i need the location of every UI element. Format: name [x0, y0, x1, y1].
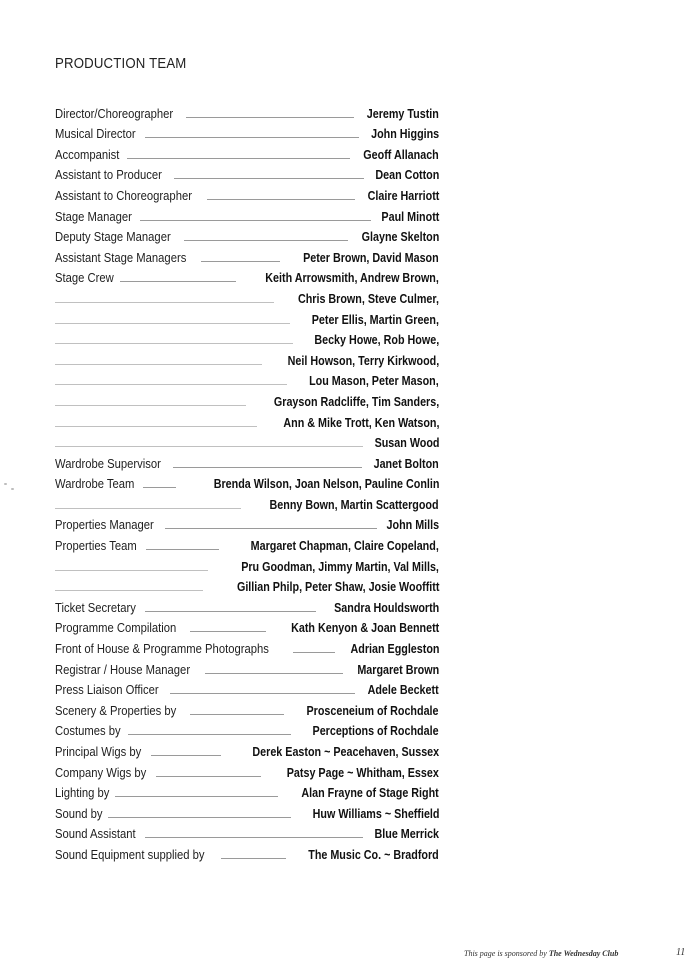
- credit-name: Adele Beckett: [367, 683, 439, 698]
- dot-leader: [55, 570, 208, 571]
- dot-leader: [55, 302, 274, 303]
- credit-name: Lou Mason, Peter Mason,: [309, 374, 439, 389]
- credit-row: [55, 327, 439, 348]
- credit-name: Huw Williams ~ Sheffield: [312, 806, 439, 821]
- dot-leader: [190, 631, 266, 632]
- dot-leader: [108, 817, 291, 818]
- credit-row: [55, 532, 439, 553]
- credit-name: Glayne Skelton: [361, 230, 439, 245]
- credit-role: Deputy Stage Manager: [55, 230, 171, 245]
- credit-name: Pru Goodman, Jimmy Martin, Val Mills,: [241, 559, 439, 574]
- credit-name: Paul Minott: [381, 209, 439, 224]
- credit-role: Principal Wigs by: [55, 745, 142, 759]
- credit-row: [55, 800, 439, 821]
- credit-row: [55, 285, 439, 306]
- page-title: PRODUCTION TEAM: [55, 55, 187, 72]
- dot-leader: [145, 611, 316, 612]
- credit-name: Claire Harriott: [367, 188, 439, 203]
- credit-role: Accompanist: [55, 147, 120, 162]
- credit-row: [55, 141, 439, 162]
- credit-name: Derek Easton ~ Peacehaven, Sussex: [252, 745, 439, 759]
- credit-row: [55, 635, 439, 656]
- dot-leader: [140, 220, 370, 221]
- dot-leader: [186, 117, 354, 118]
- dot-leader: [128, 734, 291, 735]
- credit-name: John Mills: [386, 518, 439, 533]
- credit-name: Brenda Wilson, Joan Nelson, Pauline Conlin: [213, 477, 439, 492]
- dot-leader: [145, 137, 359, 138]
- credit-role: Front of House & Programme Photographs: [55, 642, 269, 657]
- page-number: 11: [676, 947, 686, 958]
- credit-name: Margaret Brown: [357, 662, 439, 677]
- credit-role: Sound by: [55, 806, 103, 821]
- sponsor-footer: [464, 949, 618, 958]
- credit-role: Costumes by: [55, 724, 121, 739]
- credit-row: [55, 780, 439, 801]
- dot-leader: [151, 755, 221, 756]
- credit-name: Keith Arrowsmith, Andrew Brown,: [265, 271, 439, 286]
- credit-row: [55, 224, 439, 245]
- credit-row: [55, 306, 439, 327]
- dot-leader: [184, 240, 348, 241]
- credit-name: Alan Frayne of Stage Right: [301, 786, 439, 801]
- credit-name: Benny Bown, Martin Scattergood: [269, 497, 439, 512]
- credit-name: Prosceneium of Rochdale: [306, 703, 439, 718]
- dot-leader: [221, 858, 286, 859]
- credit-role: Assistant to Choreographer: [55, 188, 192, 203]
- dot-leader: [293, 652, 335, 653]
- credit-role: Scenery & Properties by: [55, 703, 177, 718]
- credit-role: Sound Assistant: [55, 827, 136, 842]
- dot-leader: [207, 199, 354, 200]
- credit-row: [55, 821, 439, 842]
- dot-leader: [205, 673, 343, 674]
- credit-name: Adrian Eggleston: [350, 642, 439, 657]
- dot-leader: [145, 837, 363, 838]
- credit-row: [55, 512, 439, 533]
- credit-row: [55, 388, 439, 409]
- credit-role: Registrar / House Manager: [55, 662, 191, 677]
- credit-row: [55, 759, 439, 780]
- credit-row: [55, 430, 439, 451]
- credit-row: [55, 244, 439, 265]
- credit-name: Grayson Radcliffe, Tim Sanders,: [273, 394, 439, 409]
- credit-row: [55, 100, 439, 121]
- sponsor-prefix: This page is sponsored by: [464, 949, 547, 958]
- dot-leader: [146, 549, 219, 550]
- dot-leader: [120, 281, 236, 282]
- credit-role: Assistant Stage Managers: [55, 250, 187, 265]
- credit-row: [55, 347, 439, 368]
- credit-name: Jeremy Tustin: [366, 106, 439, 121]
- dot-leader: [55, 343, 293, 344]
- credit-row: [55, 182, 439, 203]
- credit-role: Sound Equipment supplied by: [55, 847, 205, 862]
- credit-row: [55, 841, 439, 862]
- credit-row: [55, 656, 439, 677]
- credit-row: [55, 615, 439, 636]
- credit-row: [55, 368, 439, 389]
- credit-name: Peter Ellis, Martin Green,: [311, 312, 439, 327]
- credit-role: Stage Crew: [55, 271, 114, 286]
- credit-role: Ticket Secretary: [55, 600, 136, 615]
- dot-leader: [55, 590, 203, 591]
- dot-leader: [127, 158, 351, 159]
- credit-name: Neil Howson, Terry Kirkwood,: [287, 353, 439, 368]
- credit-name: Peter Brown, David Mason: [303, 250, 439, 265]
- credit-row: [55, 491, 439, 512]
- credit-name: Chris Brown, Steve Culmer,: [298, 291, 439, 306]
- dot-leader: [115, 796, 278, 797]
- credit-role: Programme Compilation: [55, 621, 177, 636]
- credit-role: Wardrobe Supervisor: [55, 456, 161, 471]
- credit-role: Stage Manager: [55, 209, 132, 224]
- credit-row: [55, 697, 439, 718]
- credit-name: John Higgins: [370, 127, 439, 142]
- credit-role: Company Wigs by: [55, 765, 147, 780]
- credit-row: [55, 594, 439, 615]
- credit-row: [55, 265, 439, 286]
- scan-speck: [4, 483, 7, 485]
- credit-name: Sandra Houldsworth: [333, 600, 439, 615]
- dot-leader: [55, 508, 241, 509]
- credit-name: Patsy Page ~ Whitham, Essex: [286, 765, 439, 780]
- credit-name: Geoff Allanach: [363, 147, 439, 162]
- scan-speck: [11, 488, 14, 490]
- credit-name: Blue Merrick: [374, 827, 439, 842]
- dot-leader: [173, 467, 363, 468]
- dot-leader: [55, 446, 363, 447]
- credit-name: The Music Co. ~ Bradford: [308, 847, 439, 862]
- credit-name: Gillian Philp, Peter Shaw, Josie Wooffitt: [236, 580, 439, 595]
- credit-row: [55, 162, 439, 183]
- credit-role: Properties Manager: [55, 518, 154, 533]
- dot-leader: [170, 693, 355, 694]
- credit-role: Musical Director: [55, 127, 136, 142]
- credit-name: Susan Wood: [374, 436, 439, 451]
- credit-role: Lighting by: [55, 786, 110, 801]
- dot-leader: [55, 426, 257, 427]
- credit-row: [55, 738, 439, 759]
- credit-role: Wardrobe Team: [55, 477, 135, 492]
- credit-name: Perceptions of Rochdale: [312, 724, 439, 739]
- credit-row: [55, 718, 439, 739]
- credit-name: Kath Kenyon & Joan Bennett: [290, 621, 439, 636]
- credit-name: Janet Bolton: [373, 456, 439, 471]
- sponsor-name: The Wednesday Club: [548, 949, 619, 958]
- dot-leader: [55, 364, 262, 365]
- credits-list: [55, 100, 439, 862]
- credit-role: Director/Choreographer: [55, 106, 174, 121]
- credit-name: Dean Cotton: [375, 168, 439, 183]
- credit-row: [55, 121, 439, 142]
- credit-name: Becky Howe, Rob Howe,: [314, 333, 439, 348]
- dot-leader: [143, 487, 175, 488]
- credit-role: Press Liaison Officer: [55, 683, 159, 698]
- dot-leader: [190, 714, 285, 715]
- dot-leader: [55, 323, 290, 324]
- dot-leader: [156, 776, 261, 777]
- credit-name: Ann & Mike Trott, Ken Watson,: [282, 415, 439, 430]
- credit-row: [55, 553, 439, 574]
- credit-name: Margaret Chapman, Claire Copeland,: [250, 539, 439, 554]
- credit-row: [55, 450, 439, 471]
- dot-leader: [174, 178, 364, 179]
- dot-leader: [201, 261, 280, 262]
- credit-row: [55, 574, 439, 595]
- dot-leader: [55, 384, 287, 385]
- credit-role: Assistant to Producer: [55, 168, 162, 183]
- credit-row: [55, 409, 439, 430]
- credit-row: [55, 203, 439, 224]
- dot-leader: [165, 528, 377, 529]
- credit-role: Properties Team: [55, 539, 137, 554]
- credit-row: [55, 677, 439, 698]
- credit-row: [55, 471, 439, 492]
- dot-leader: [55, 405, 246, 406]
